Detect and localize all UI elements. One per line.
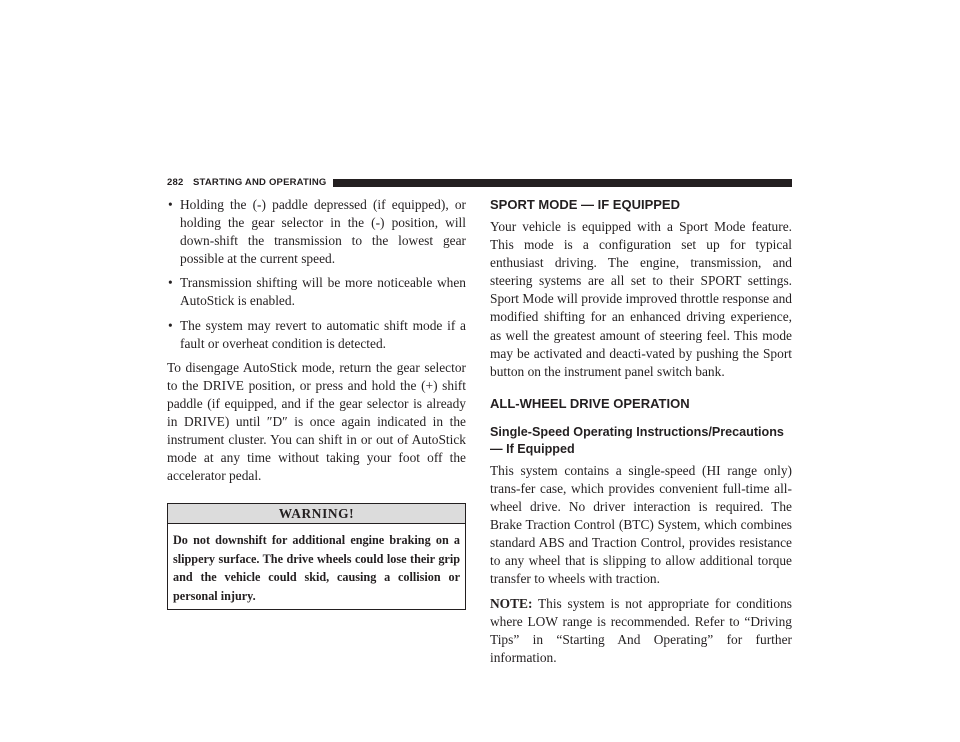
bullet-item [167, 274, 466, 310]
autostick-paragraph: To disengage AutoStick mode, return the gear selector to the DRIVE position, or press and hold the (+) shift paddle (if equipped, and if the gear selector is already in DRIVE) until ″D″ is once again indicated in the instrument cluster. You can shift in or out of AutoStick mode at any time without taking your foot off the accelerator pedal. [167, 359, 466, 484]
header-rule [333, 179, 792, 187]
note-text: This system is not appropriate for conditions where LOW range is recommended. Refer to “Driving Tips” in “Starting And Operating” for further information. [490, 595, 792, 665]
sport-mode-heading: SPORT MODE — IF EQUIPPED [490, 197, 680, 212]
bullet-item [167, 196, 466, 268]
section-title: STARTING AND OPERATING [193, 177, 327, 188]
warning-box [167, 503, 466, 610]
note-paragraph [490, 595, 792, 667]
note-label: NOTE: [490, 595, 533, 611]
awd-heading: ALL-WHEEL DRIVE OPERATION [490, 395, 690, 411]
sport-mode-paragraph: Your vehicle is equipped with a Sport Mode feature. This mode is a configuration set up for typical enthusiast driving. The engine, transmission, and steering systems are all set to their SPORT settings. Sport Mode will provide improved throttle response and modified shifting for an enhanced driving experience, as well the greatest amount of steering feel. This mode may be activated and deacti-vated by pushing the Sport button on the instrument panel switch bank. [490, 219, 792, 379]
right-column [490, 196, 792, 667]
single-speed-paragraph: This system contains a single-speed (HI range only) trans-fer case, which provides convenient full-time all-wheel drive. No driver interaction is required. The Brake Traction Control (BTC) System, which combines standard ABS and Traction Control, provides resistance to any wheel that is slipping to allow additional torque transfer to wheels with traction. [490, 462, 792, 587]
bullet-item [167, 317, 466, 353]
bullet-icon: • [168, 275, 173, 291]
bullet-icon: • [168, 197, 173, 212]
bullet-text: Holding the (-) paddle depressed (if equipped), or holding the gear selector in the (-) position, will down-shift the transmission to the lowest gear possible at the current speed. [180, 197, 466, 267]
warning-title: WARNING! [168, 504, 465, 524]
page-number: 282 [167, 177, 184, 188]
bullet-text: The system may revert to automatic shift mode if a fault or overheat condition is detected. [180, 317, 466, 351]
page-header [167, 178, 792, 190]
bullet-text: Transmission shifting will be more noticeable when AutoStick is enabled. [180, 275, 466, 309]
left-column [167, 196, 466, 610]
warning-text: Do not downshift for additional engine braking on a slippery surface. The drive wheels could lose their grip and the vehicle could skid, causing a collision or personal injury. [173, 533, 460, 603]
bullet-icon: • [168, 317, 173, 333]
single-speed-heading: Single-Speed Operating Instructions/Precautions — If Equipped [490, 424, 784, 456]
